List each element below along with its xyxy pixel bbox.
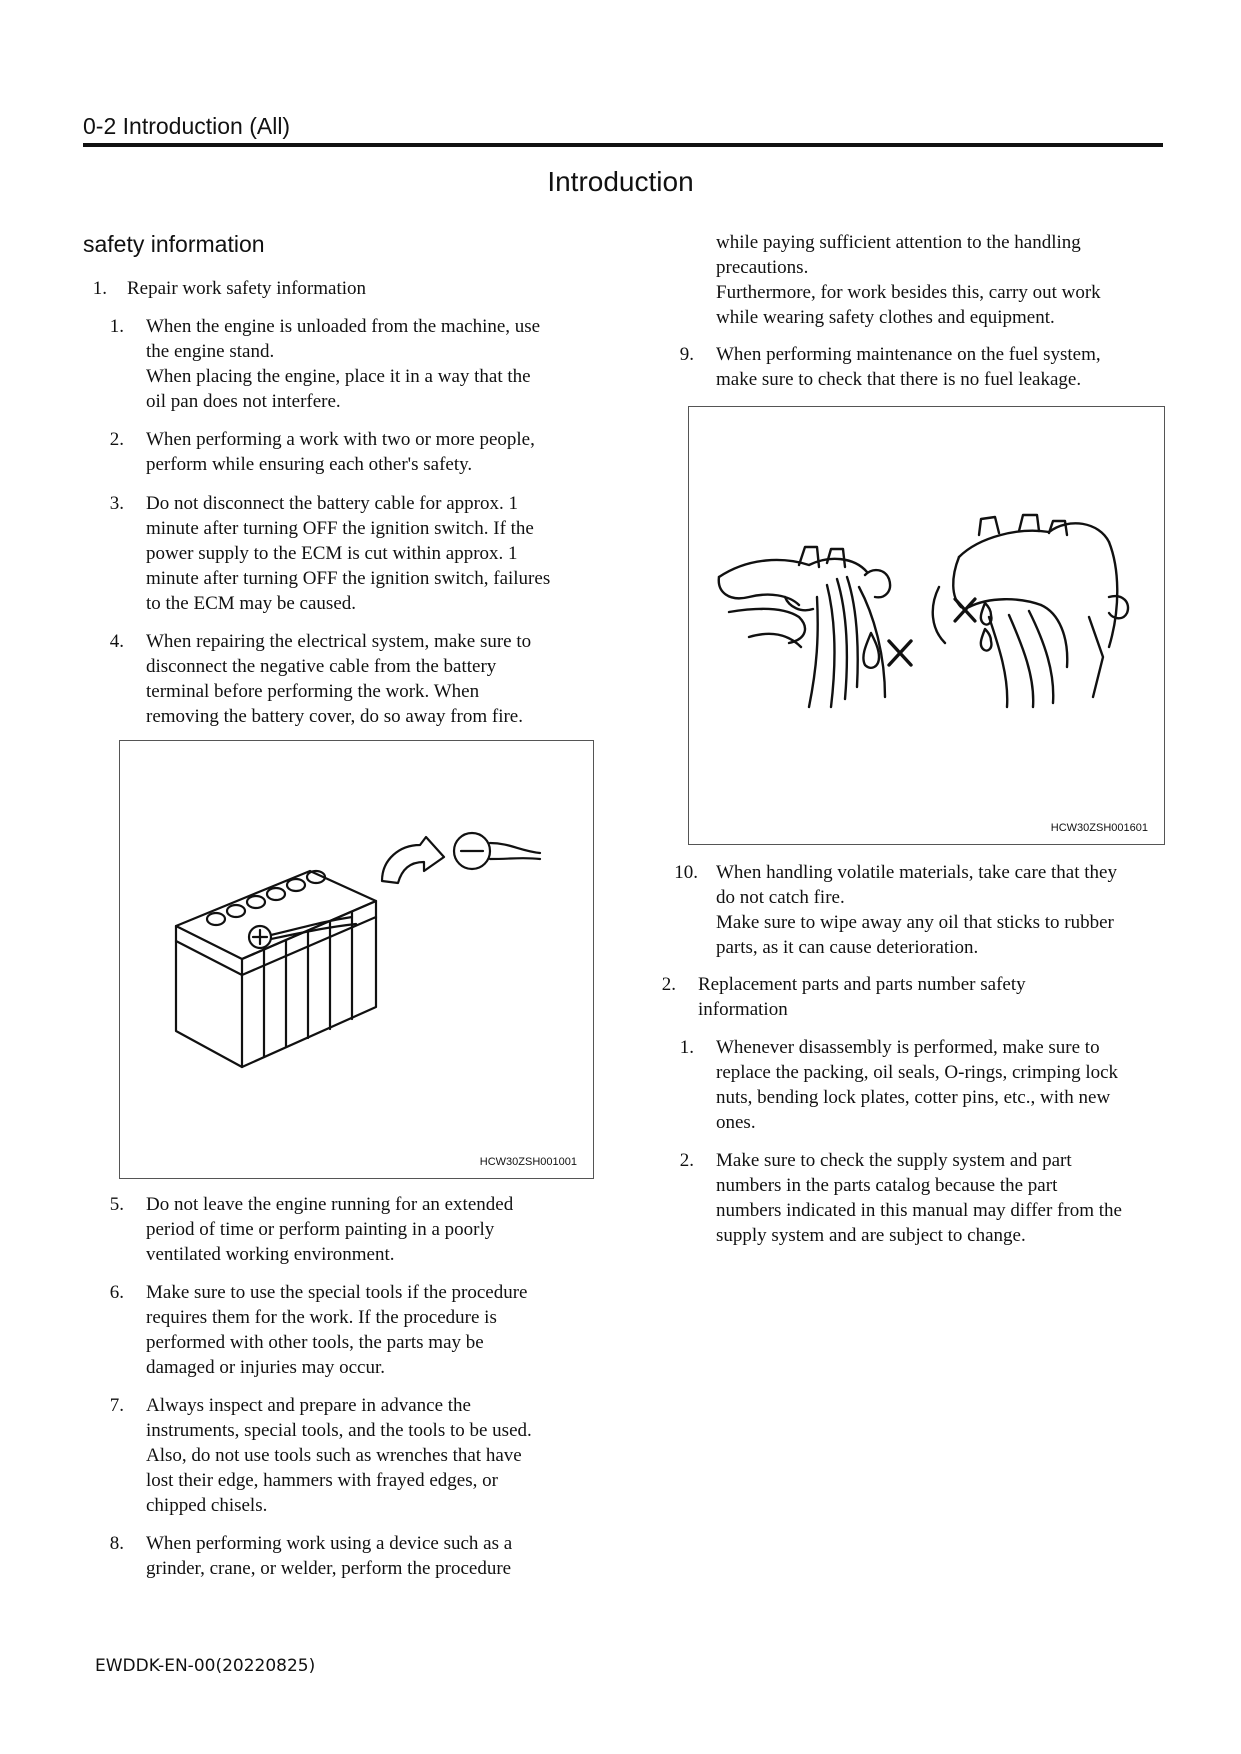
text-line: When performing a work with two or more people, [146, 429, 535, 450]
list-item-number: 1. [109, 316, 124, 337]
list-item-text [716, 342, 1101, 392]
section-1-number: 1. [92, 278, 107, 299]
figure-code: HCW30ZSH001001 [479, 1156, 577, 1168]
list-item-text [716, 1035, 1118, 1135]
page-header: 0-2 Introduction (All) [83, 113, 291, 139]
text-line: disconnect the negative cable from the battery [146, 656, 497, 677]
list-item-text [146, 427, 535, 477]
document-code-footer: EWDDK-EN-00(20220825) [95, 1656, 316, 1676]
text-line: ventilated working environment. [146, 1244, 395, 1265]
text-line: precautions. [716, 257, 809, 278]
text-line: Replacement parts and parts number safety [698, 974, 1026, 995]
list-item-3 [100, 491, 600, 617]
text-line: while wearing safety clothes and equipment. [716, 307, 1055, 328]
battery-negative-disconnect-illustration [120, 741, 593, 1178]
text-line: do not catch fire. [716, 887, 845, 908]
text-line: minute after turning OFF the ignition switch. If the [146, 518, 534, 539]
list-item-number: 3. [109, 493, 124, 514]
list-item-number: 7. [109, 1395, 124, 1416]
list-item-7 [100, 1393, 600, 1519]
list-item-number: 2. [679, 1150, 694, 1171]
page-title: Introduction [547, 166, 694, 197]
list-item-text [146, 629, 531, 729]
list-item-8-continuation [716, 230, 1166, 330]
list-item-text [716, 860, 1117, 960]
figure-code: HCW30ZSH001601 [1050, 822, 1148, 834]
section-2-number: 2. [661, 974, 676, 995]
section-1 [83, 276, 603, 302]
list-item-number: 10. [674, 862, 698, 883]
list-item-number: 6. [109, 1282, 124, 1303]
list-item-6 [100, 1280, 600, 1380]
list-item-number: 1. [679, 1037, 694, 1058]
list-item-text [146, 1280, 527, 1380]
list-item-5 [100, 1192, 600, 1268]
list-item-text [146, 314, 540, 414]
list-item-text [146, 1393, 532, 1518]
text-line: make sure to check that there is no fuel leakage. [716, 369, 1082, 390]
section-1-label: Repair work safety information [127, 278, 367, 299]
list-item-10 [670, 860, 1170, 960]
list-item-1 [100, 314, 600, 414]
section-2 [652, 972, 1152, 1024]
text-line: Whenever disassembly is performed, make sure to [716, 1037, 1100, 1058]
text-line: the engine stand. [146, 341, 275, 362]
list-item-text [146, 1531, 512, 1581]
section-2-label [698, 972, 1026, 1022]
text-line: oil pan does not interfere. [146, 391, 341, 412]
text-line: Make sure to wipe away any oil that sticks to rubber [716, 912, 1114, 933]
list-item-number: 5. [109, 1194, 124, 1215]
list-item-number: 2. [109, 429, 124, 450]
text-line: Also, do not use tools such as wrenches that have [146, 1445, 522, 1466]
text-line: When handling volatile materials, take care that they [716, 862, 1117, 883]
text-line: ones. [716, 1112, 756, 1133]
list-item-number: 8. [109, 1533, 124, 1554]
list-item-text [716, 1148, 1122, 1248]
text-line: supply system and are subject to change. [716, 1225, 1026, 1246]
text-line: When performing work using a device such as a [146, 1533, 513, 1554]
text-line: When repairing the electrical system, make sure to [146, 631, 532, 652]
text-line: damaged or injuries may occur. [146, 1357, 386, 1378]
text-line: Make sure to check the supply system and part [716, 1150, 1072, 1171]
list-item-text [146, 1192, 513, 1267]
text-line: lost their edge, hammers with frayed edges, or [146, 1470, 498, 1491]
text-line: while paying sufficient attention to the handling [716, 232, 1081, 253]
text-line: minute after turning OFF the ignition switch, failures [146, 568, 551, 589]
text-line: removing the battery cover, do so away from fire. [146, 706, 523, 727]
text-line: Make sure to use the special tools if the procedure [146, 1282, 528, 1303]
text-line: numbers indicated in this manual may differ from the [716, 1200, 1122, 1221]
text-line: terminal before performing the work. When [146, 681, 480, 702]
list-item-2 [100, 427, 600, 479]
text-line: When the engine is unloaded from the machine, use [146, 316, 541, 337]
text-line: Do not leave the engine running for an extended [146, 1194, 514, 1215]
text-line: performed with other tools, the parts may be [146, 1332, 484, 1353]
section-heading: safety information [83, 231, 265, 257]
list-item-text [146, 491, 550, 616]
text-line: When performing maintenance on the fuel system, [716, 344, 1101, 365]
text-line: numbers in the parts catalog because the part [716, 1175, 1058, 1196]
list-item-8 [100, 1531, 600, 1583]
header-rule [83, 143, 1163, 147]
text-line: grinder, crane, or welder, perform the procedure [146, 1558, 512, 1579]
list-item-9 [670, 342, 1170, 394]
fuel-figure [688, 406, 1165, 845]
text-line: perform while ensuring each other's safety. [146, 454, 473, 475]
battery-figure [119, 740, 594, 1179]
text-line: parts, as it can cause deterioration. [716, 937, 979, 958]
section-2-item-1 [670, 1035, 1170, 1135]
text-line: period of time or perform painting in a poorly [146, 1219, 495, 1240]
text-line: requires them for the work. If the procedure is [146, 1307, 497, 1328]
text-line: instruments, special tools, and the tools to be used. [146, 1420, 532, 1441]
text-line: information [698, 999, 788, 1020]
text-line: Do not disconnect the battery cable for approx. 1 [146, 493, 518, 514]
text-line: Furthermore, for work besides this, carry out work [716, 282, 1101, 303]
section-2-item-2 [670, 1148, 1170, 1248]
text-line: When placing the engine, place it in a way that the [146, 366, 531, 387]
text-line: replace the packing, oil seals, O-rings, crimping lock [716, 1062, 1119, 1083]
list-item-number: 4. [109, 631, 124, 652]
list-item-4 [100, 629, 600, 729]
list-item-number: 9. [679, 344, 694, 365]
text-line: Always inspect and prepare in advance the [146, 1395, 471, 1416]
text-line: to the ECM may be caused. [146, 593, 357, 614]
text-line: power supply to the ECM is cut within approx. 1 [146, 543, 518, 564]
text-line: chipped chisels. [146, 1495, 268, 1516]
fuel-leak-check-illustration [689, 407, 1164, 844]
text-line: nuts, bending lock plates, cotter pins, etc., with new [716, 1087, 1111, 1108]
